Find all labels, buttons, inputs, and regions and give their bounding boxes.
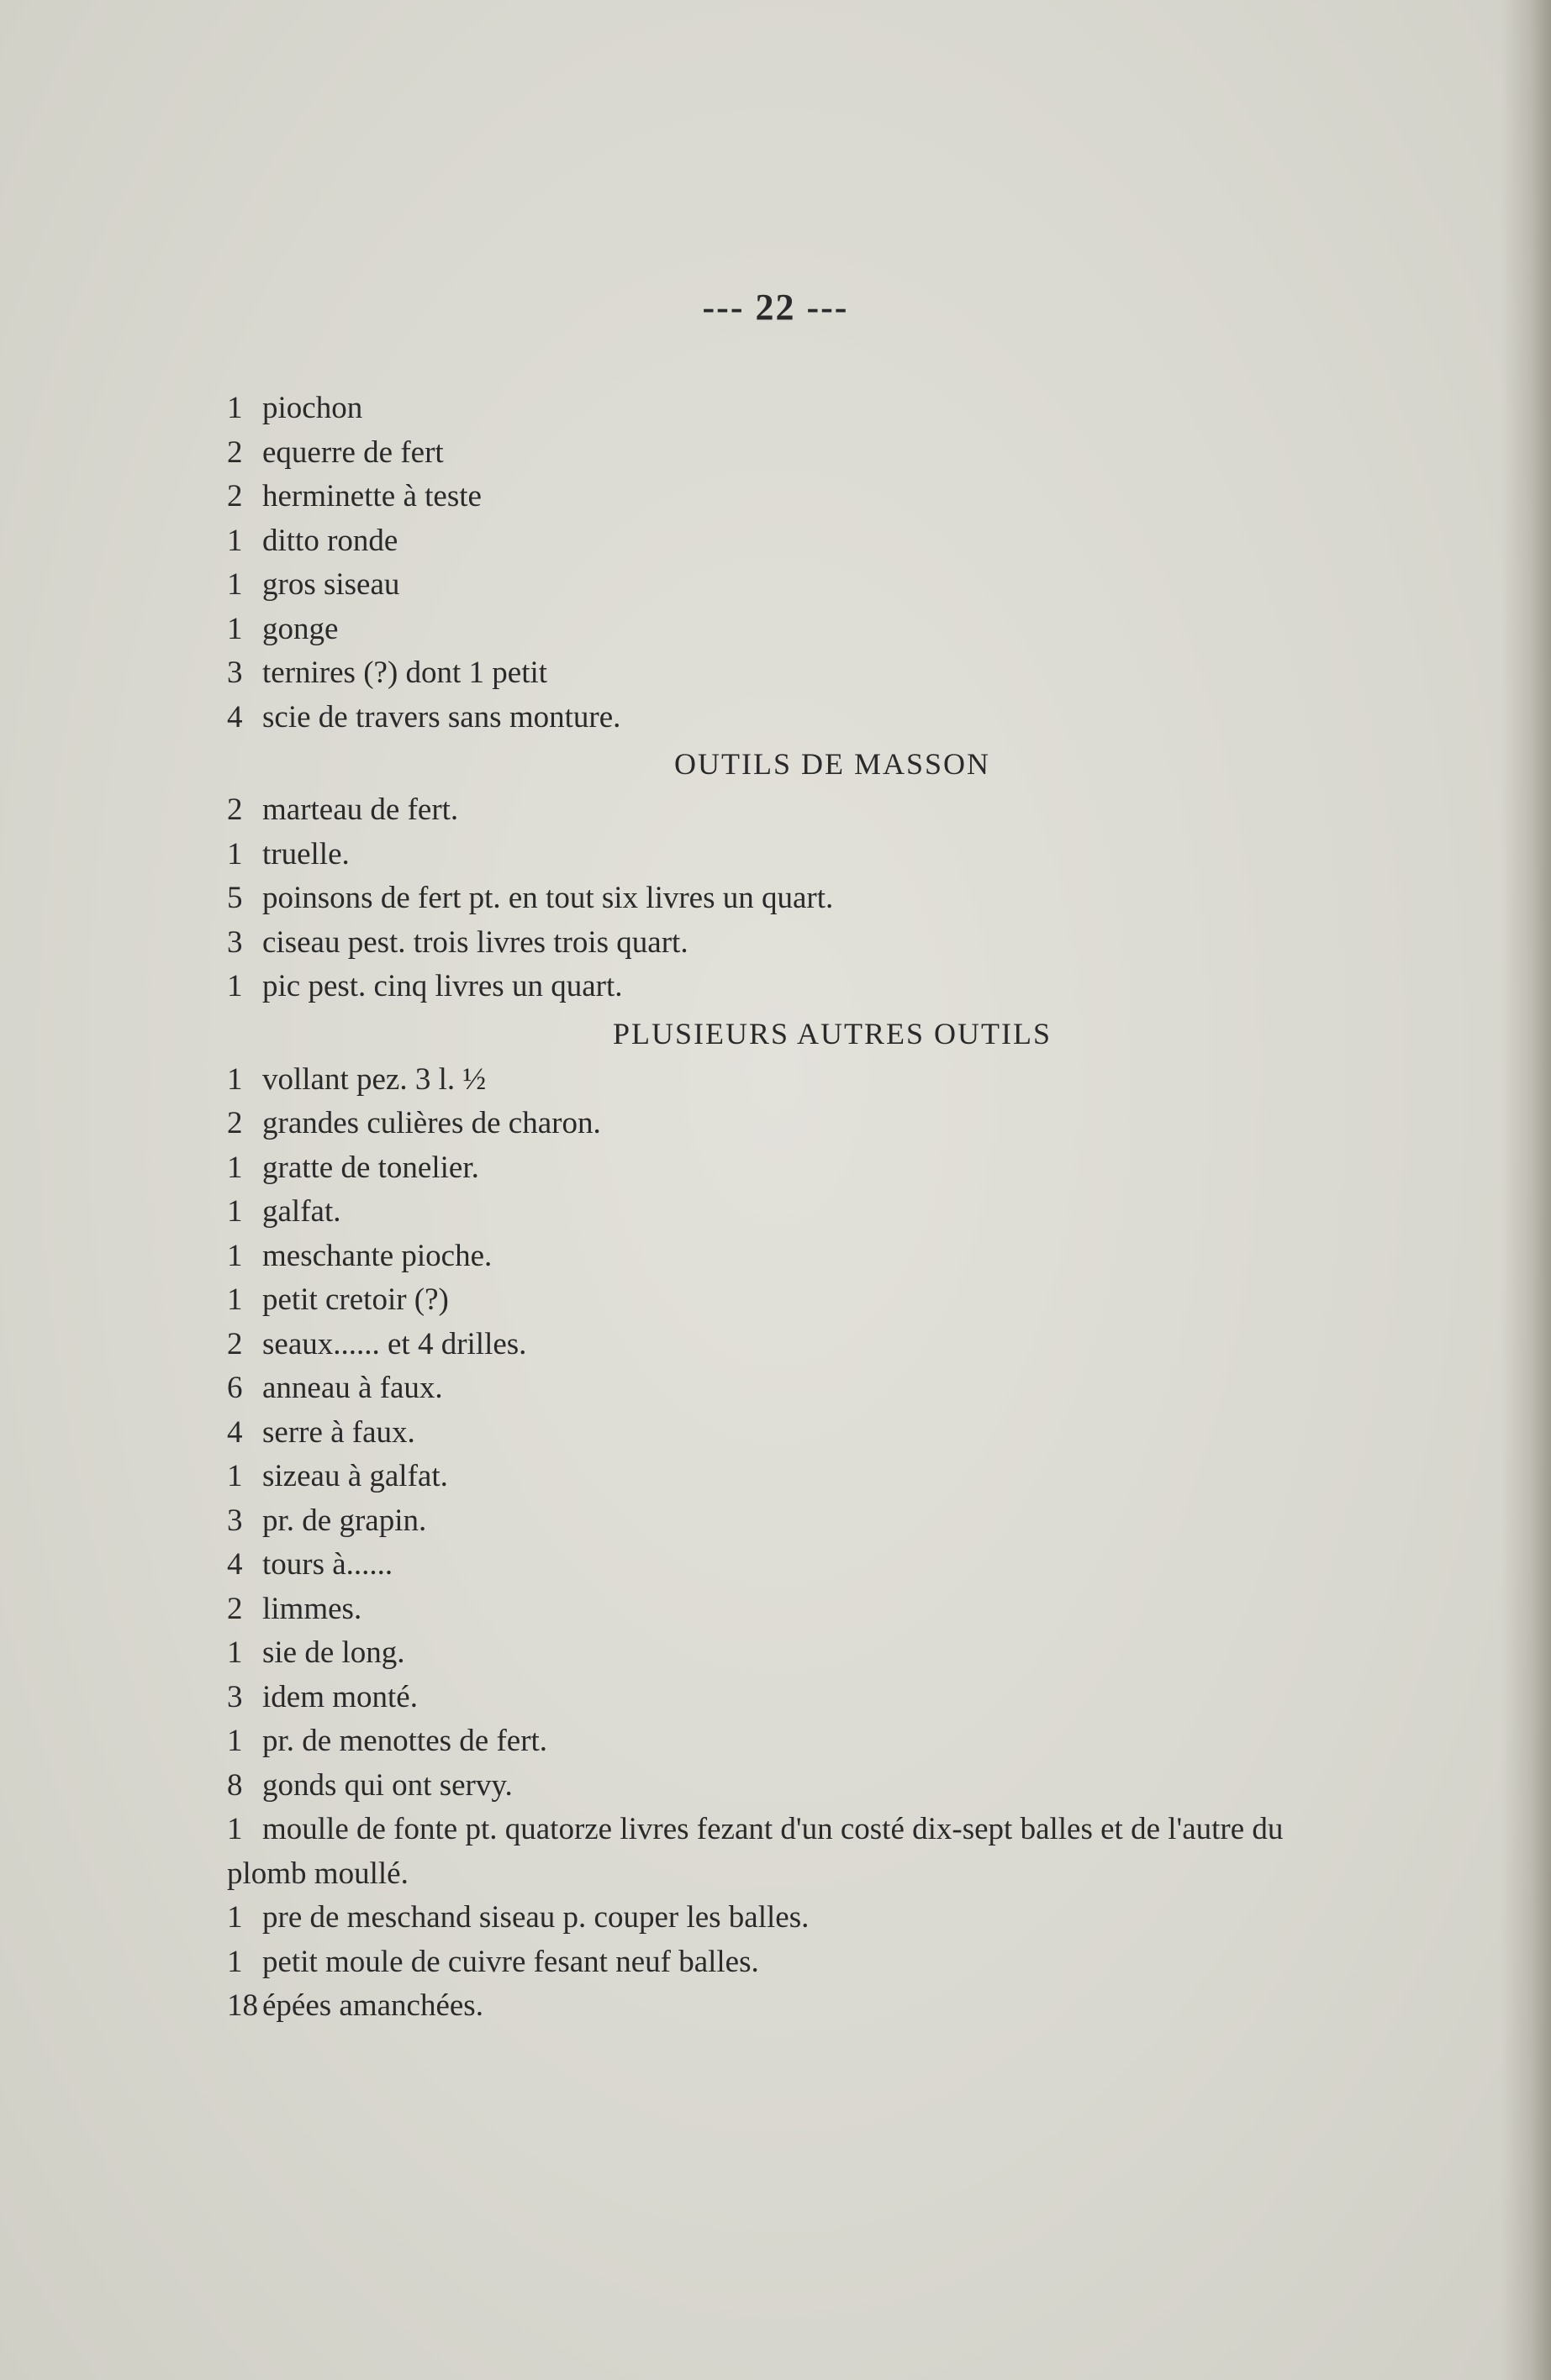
item-quantity: 4	[227, 1547, 243, 1582]
item-quantity: 1	[227, 523, 243, 558]
item-quantity: 1	[227, 567, 243, 602]
item-text: equerre de fert	[262, 434, 444, 470]
masson-tools-list	[227, 788, 1320, 1009]
item-quantity: 3	[227, 1679, 243, 1714]
item-quantity: 1	[227, 1812, 243, 1846]
item-text: pic pest. cinq livres un quart.	[262, 969, 623, 1003]
list-item	[227, 1146, 1320, 1191]
item-quantity: 1	[227, 1282, 243, 1317]
list-item	[227, 1940, 1320, 1985]
item-text: gonds qui ont servy.	[262, 1767, 513, 1803]
list-item	[227, 431, 1320, 476]
item-text: moulle de fonte pt. quatorze livres fezant d'un costé dix-sept balles et de l'autre du plomb moullé.	[227, 1812, 1284, 1891]
item-quantity: 5	[227, 881, 243, 915]
section-heading-autres-outils: PLUSIEURS AUTRES OUTILS	[612, 1016, 1052, 1050]
page-number: --- 22 ---	[702, 287, 849, 328]
list-item	[227, 1543, 1320, 1588]
final-tools-list	[227, 1896, 1320, 2029]
list-item	[227, 921, 1320, 966]
list-item	[227, 1366, 1320, 1411]
list-item	[227, 1764, 1320, 1809]
item-text: gros siseau	[262, 567, 400, 602]
item-text: pr. de menottes de fert.	[262, 1724, 548, 1758]
item-quantity: 2	[227, 479, 243, 513]
list-item	[227, 1235, 1320, 1279]
list-item	[227, 1676, 1320, 1720]
item-quantity: 1	[227, 969, 243, 1003]
item-text: gratte de tonelier.	[262, 1150, 479, 1185]
item-text: limmes.	[262, 1591, 362, 1626]
item-text: serre à faux.	[262, 1414, 415, 1450]
list-item	[227, 1323, 1320, 1367]
item-quantity: 2	[227, 1591, 243, 1626]
list-item	[227, 1631, 1320, 1676]
list-item	[227, 1896, 1320, 1940]
item-quantity: 1	[227, 1061, 243, 1097]
list-item	[227, 833, 1320, 877]
item-quantity: 2	[227, 1326, 243, 1361]
item-quantity: 1	[227, 1900, 243, 1935]
item-text: herminette à teste	[262, 479, 482, 513]
list-item	[227, 1719, 1320, 1764]
item-text: ciseau pest. trois livres trois quart.	[262, 924, 688, 960]
item-text: vollant pez. 3 l. ½	[262, 1061, 487, 1097]
list-item	[227, 651, 1320, 696]
item-quantity: 3	[227, 1503, 243, 1538]
item-quantity: 3	[227, 656, 243, 690]
item-quantity: 3	[227, 924, 243, 960]
item-text: sizeau à galfat.	[262, 1459, 448, 1493]
list-item	[227, 877, 1320, 921]
list-item	[227, 965, 1320, 1009]
item-quantity: 1	[227, 1459, 243, 1493]
item-quantity: 18	[227, 1988, 258, 2023]
item-text: ternires (?) dont 1 petit	[262, 656, 548, 690]
list-item	[227, 519, 1320, 564]
item-text: galfat.	[262, 1194, 341, 1229]
item-text: piochon	[262, 391, 363, 425]
list-item	[227, 1499, 1320, 1544]
item-quantity: 1	[227, 1724, 243, 1758]
item-text: truelle.	[262, 836, 350, 871]
item-text: idem monté.	[262, 1679, 418, 1714]
item-quantity: 1	[227, 611, 243, 646]
item-quantity: 1	[227, 391, 243, 425]
item-quantity: 4	[227, 699, 243, 735]
item-text: petit cretoir (?)	[262, 1282, 449, 1317]
item-text: gonge	[262, 611, 339, 646]
item-quantity: 2	[227, 792, 243, 827]
item-quantity: 1	[227, 1944, 243, 1979]
item-text: poinsons de fert pt. en tout six livres un quart.	[262, 881, 834, 915]
list-item	[227, 696, 1320, 740]
list-item	[227, 1588, 1320, 1632]
list-item	[227, 1102, 1320, 1146]
list-item	[227, 1455, 1320, 1499]
item-text: pre de meschand siseau p. couper les balles.	[262, 1900, 810, 1935]
item-text: anneau à faux.	[262, 1371, 443, 1405]
item-text: petit moule de cuivre fesant neuf balles.	[262, 1944, 759, 1979]
item-text: seaux...... et 4 drilles.	[262, 1326, 527, 1361]
list-item	[227, 1278, 1320, 1323]
item-quantity: 4	[227, 1414, 243, 1450]
item-quantity: 1	[227, 1635, 243, 1670]
item-quantity: 8	[227, 1767, 243, 1803]
list-item	[227, 1058, 1320, 1103]
item-text: meschante pioche.	[262, 1238, 493, 1273]
item-text: scie de travers sans monture.	[262, 699, 621, 735]
item-text: épées amanchées.	[262, 1988, 483, 2023]
tools-list	[227, 387, 1320, 740]
item-quantity: 1	[227, 1238, 243, 1273]
other-tools-list	[227, 1058, 1320, 1809]
item-text: tours à......	[262, 1547, 393, 1582]
list-item	[227, 563, 1320, 608]
list-item	[227, 1984, 1320, 2029]
list-item	[227, 387, 1320, 431]
list-item	[227, 788, 1320, 833]
list-item	[227, 475, 1320, 519]
item-quantity: 1	[227, 1194, 243, 1229]
item-quantity: 2	[227, 1106, 243, 1140]
list-item-long	[227, 1808, 1320, 1896]
item-text: marteau de fert.	[262, 792, 459, 827]
section-heading-masson: OUTILS DE MASSON	[673, 747, 991, 781]
item-quantity: 6	[227, 1371, 243, 1405]
item-text: ditto ronde	[262, 523, 398, 558]
item-quantity: 1	[227, 836, 243, 871]
list-item	[227, 1190, 1320, 1235]
item-text: pr. de grapin.	[262, 1503, 427, 1538]
item-quantity: 2	[227, 434, 243, 470]
page-edge-shadow	[1501, 0, 1551, 2380]
list-item	[227, 1411, 1320, 1456]
item-text: sie de long.	[262, 1635, 405, 1670]
item-quantity: 1	[227, 1150, 243, 1185]
list-item	[227, 608, 1320, 652]
inventory-content	[227, 387, 1320, 2029]
item-text: grandes culières de charon.	[262, 1106, 601, 1140]
